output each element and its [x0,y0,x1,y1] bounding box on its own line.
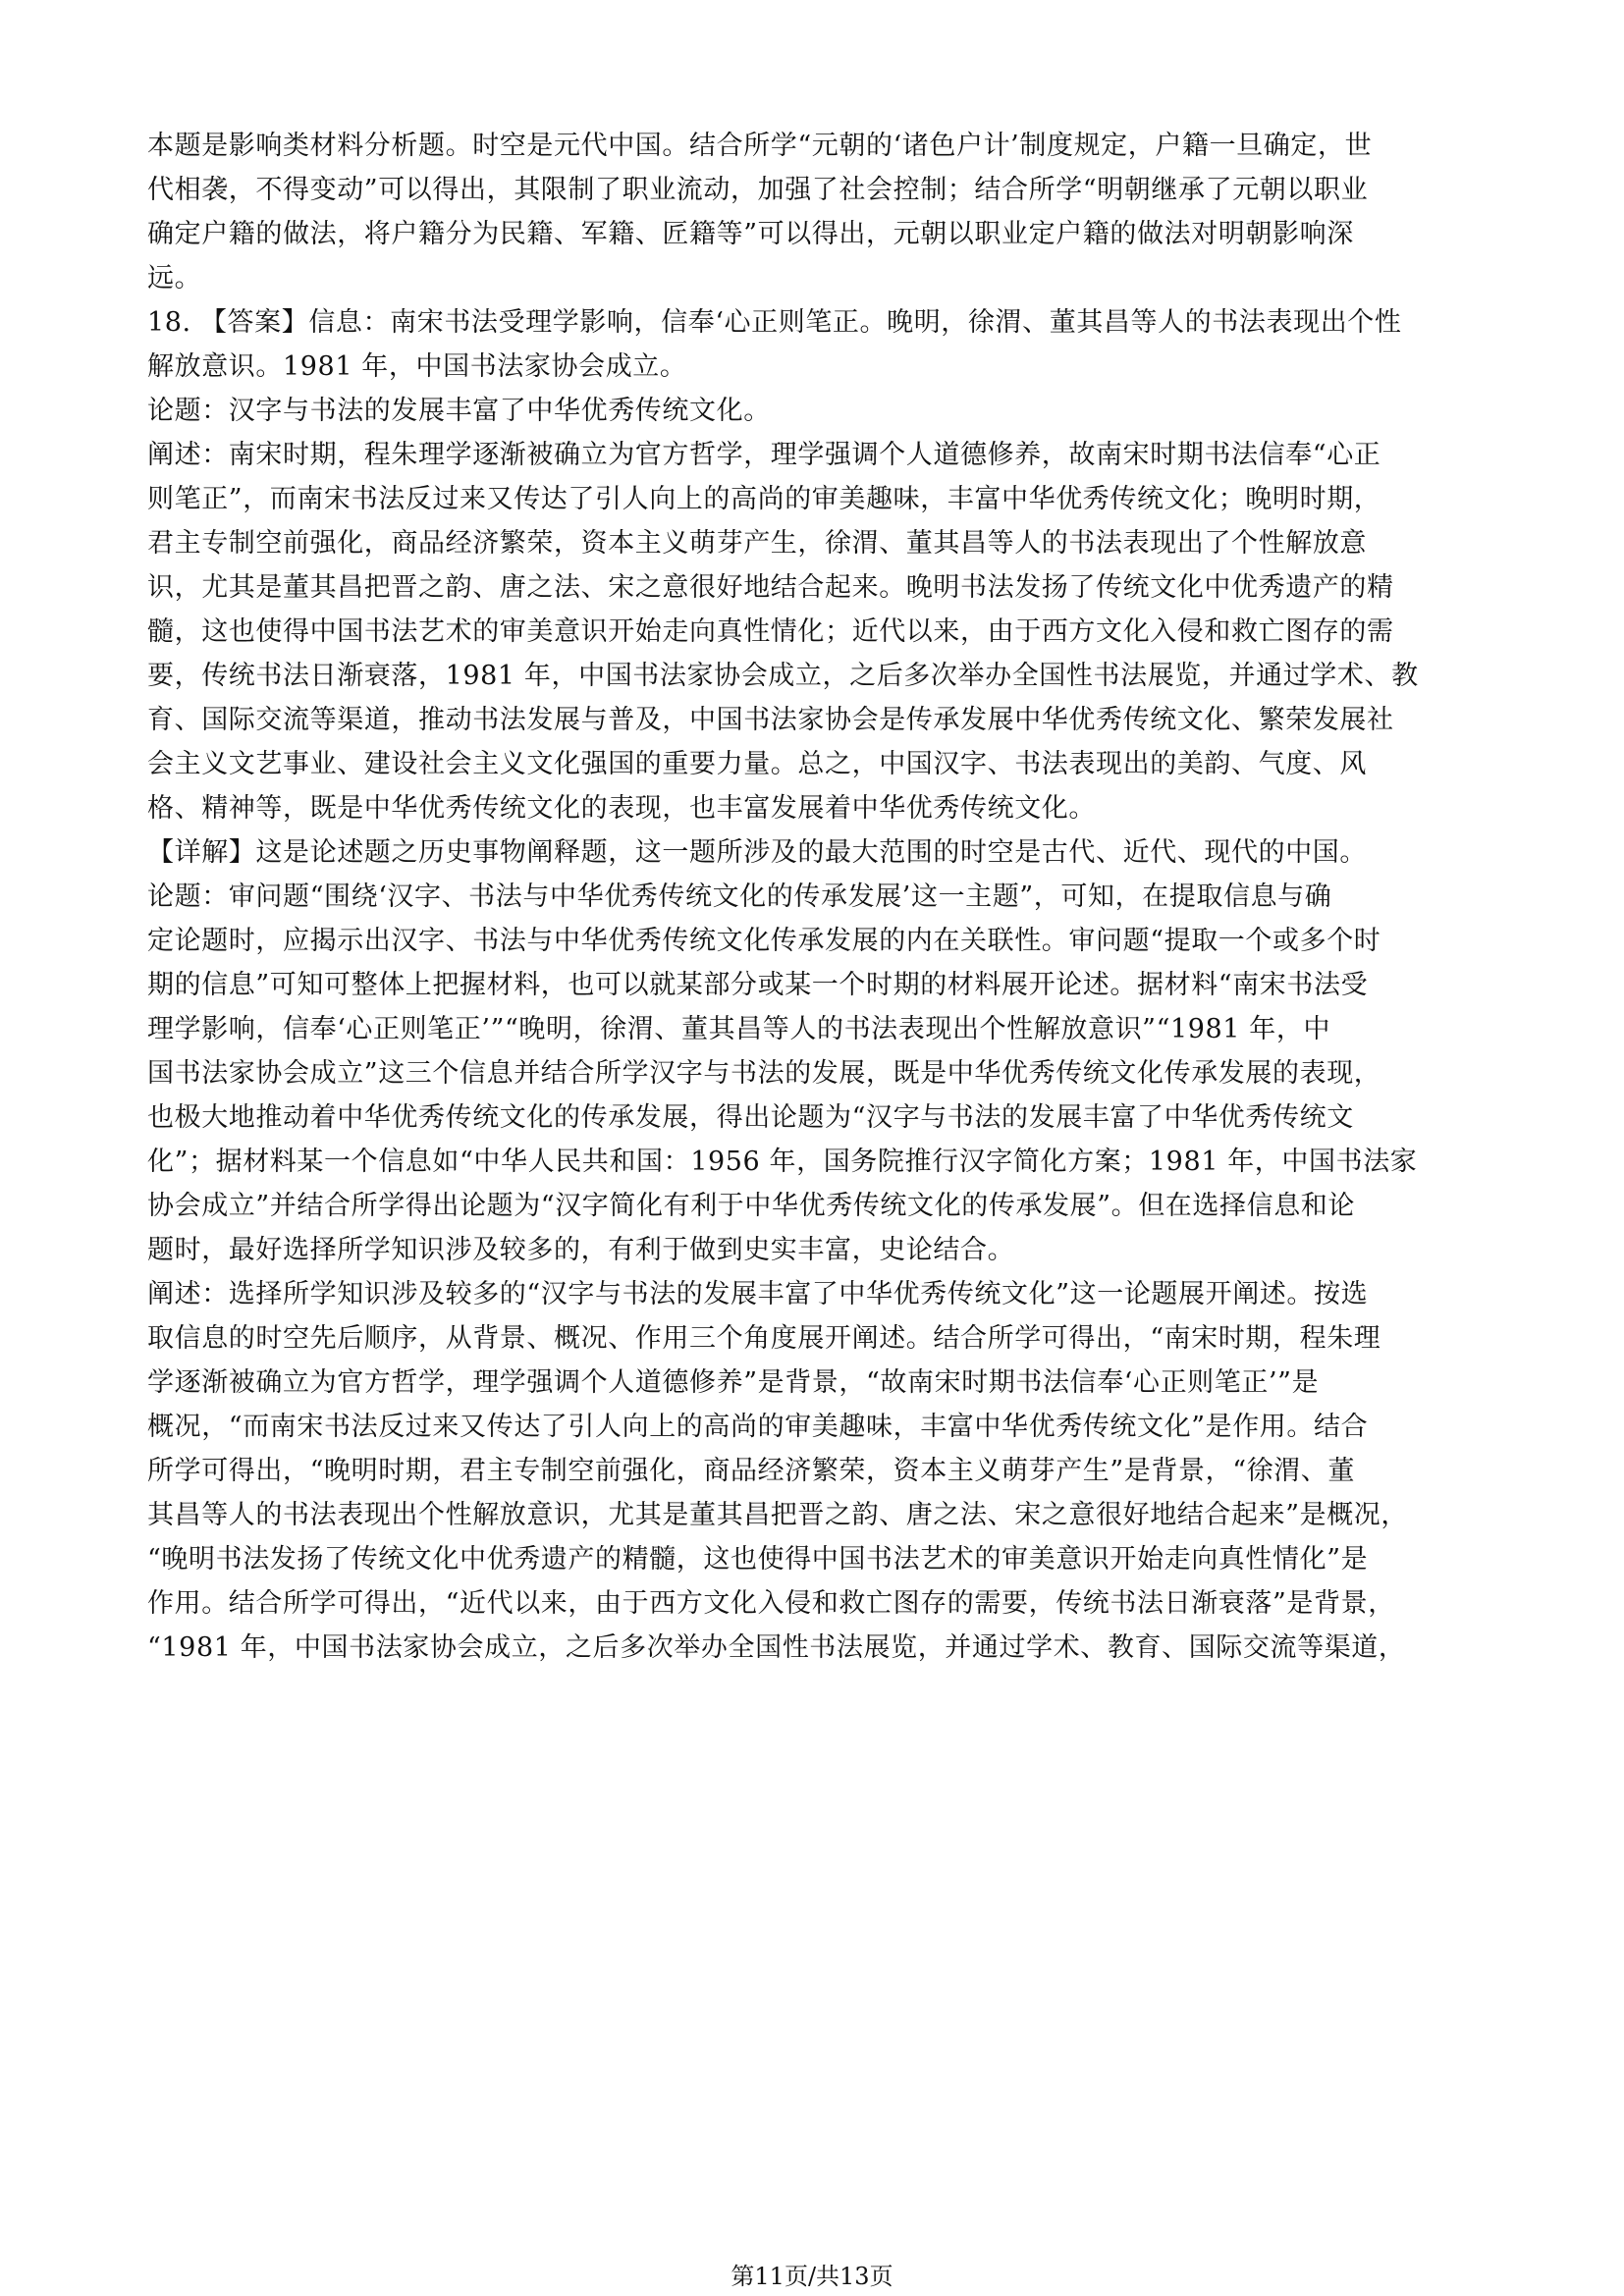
text-line: 其昌等人的书法表现出个性解放意识，尤其是董其昌把晋之韵、唐之法、宋之意很好地结合起来”是概况， [147,1500,1409,1530]
text-line: 化”；据材料某一个信息如“中华人民共和国：1956 年，国务院推行汉字简化方案；1981 年，中国书法家 [147,1147,1418,1177]
text-line: “晚明书法发扬了传统文化中优秀遗产的精髓，这也使得中国书法艺术的审美意识开始走向真性情化”是 [147,1544,1369,1575]
text-line: 解放意识。1981 年，中国书法家协会成立。 [147,351,687,382]
text-line: 要，传统书法日渐衰落，1981 年，中国书法家协会成立，之后多次举办全国性书法展览，并通过学术、教 [147,661,1419,691]
text-line: 本题是影响类材料分析题。时空是元代中国。结合所学“元朝的‘诸色户计’制度规定，户籍一旦确定，世 [147,131,1373,161]
paragraph-elaboration [147,433,1492,830]
paragraph-detail-elaboration [147,1272,1492,1670]
page-number: 第11页/共13页 [731,2263,893,2290]
text-line: 髓，这也使得中国书法艺术的审美意识开始走向真性情化；近代以来，由于西方文化入侵和救亡图存的需 [147,616,1394,647]
text-line: 理学影响，信奉‘心正则笔正’”“晚明，徐渭、董其昌等人的书法表现出个性解放意识”“1981 年，中 [147,1014,1331,1044]
text-line: 国书法家协会成立”这三个信息并结合所学汉字与书法的发展，既是中华优秀传统文化传承发展的表现， [147,1058,1381,1089]
text-line: 格、精神等，既是中华优秀传统文化的表现，也丰富发展着中华优秀传统文化。 [147,793,1096,824]
text-line: 论题：审问题“围绕‘汉字、书法与中华优秀传统文化的传承发展’这一主题”，可知，在提取信息与确 [147,881,1332,912]
document-body [147,124,1492,1670]
text-line: 会主义文艺事业、建设社会主义文化强国的重要力量。总之，中国汉字、书法表现出的美韵、气度、风 [147,749,1367,779]
paragraph-analysis-17-tail [147,124,1492,300]
text-line: 育、国际交流等渠道，推动书法发展与普及，中国书法家协会是传承发展中华优秀传统文化、繁荣发展社 [147,705,1394,735]
paragraph-thesis [147,389,1492,433]
text-line: 取信息的时空先后顺序，从背景、概况、作用三个角度展开阐述。结合所学可得出，“南宋时期，程朱理 [147,1323,1381,1354]
text-line: 论题：汉字与书法的发展丰富了中华优秀传统文化。 [147,396,771,426]
text-line: 阐述：选择所学知识涉及较多的“汉字与书法的发展丰富了中华优秀传统文化”这一论题展开阐述。按选 [147,1279,1369,1309]
text-line: 则笔正”，而南宋书法反过来又传达了引人向上的高尚的审美趣味，丰富中华优秀传统文化；晚明时期， [147,484,1381,514]
text-line: 也极大地推动着中华优秀传统文化的传承发展，得出论题为“汉字与书法的发展丰富了中华优秀传统文 [147,1102,1354,1133]
text-line: 识，尤其是董其昌把晋之韵、唐之法、宋之意很好地结合起来。晚明书法发扬了传统文化中优秀遗产的精 [147,572,1394,603]
text-line: 代相袭，不得变动”可以得出，其限制了职业流动，加强了社会控制；结合所学“明朝继承了元朝以职业 [147,175,1369,205]
text-line: 确定户籍的做法，将户籍分为民籍、军籍、匠籍等”可以得出，元朝以职业定户籍的做法对明朝影响深 [147,219,1354,249]
paragraph-detail-thesis [147,875,1492,1272]
text-line: 君主专制空前强化，商品经济繁荣，资本主义萌芽产生，徐渭、董其昌等人的书法表现出了个性解放意 [147,528,1367,559]
text-line: 所学可得出，“晚明时期，君主专制空前强化，商品经济繁荣，资本主义萌芽产生”是背景，“徐渭、董 [147,1456,1356,1486]
text-line: 学逐渐被确立为官方哲学，理学强调个人道德修养”是背景，“故南宋时期书法信奉‘心正则笔正’”是 [147,1367,1320,1398]
text-line: 概况，“而南宋书法反过来又传达了引人向上的高尚的审美趣味，丰富中华优秀传统文化”是作用。结合 [147,1412,1369,1442]
text-line: 题时，最好选择所学知识涉及较多的，有利于做到史实丰富，史论结合。 [147,1235,1015,1265]
paragraph-answer-18 [147,300,1492,389]
text-line: “1981 年，中国书法家协会成立，之后多次举办全国性书法展览，并通过学术、教育、国际交流等渠道， [147,1632,1406,1663]
text-line: 期的信息”可知可整体上把握材料，也可以就某部分或某一个时期的材料展开论述。据材料“南宋书法受 [147,970,1369,1000]
text-line: 远。 [147,263,202,294]
text-line: 定论题时，应揭示出汉字、书法与中华优秀传统文化传承发展的内在关联性。审问题“提取一个或多个时 [147,926,1381,956]
text-line: 协会成立”并结合所学得出论题为“汉字简化有利于中华优秀传统文化的传承发展”。但在选择信息和论 [147,1191,1356,1221]
text-line: 【详解】这是论述题之历史事物阐释题，这一题所涉及的最大范围的时空是古代、近代、现代的中国。 [147,837,1367,868]
paragraph-detail-intro [147,830,1492,875]
text-line: 作用。结合所学可得出，“近代以来，由于西方文化入侵和救亡图存的需要，传统书法日渐衰落”是背景， [147,1588,1395,1619]
text-line: 18. 【答案】信息：南宋书法受理学影响，信奉‘心正则笔正。晚明，徐渭、董其昌等人的书法表现出个性 [147,307,1402,338]
text-line: 阐述：南宋时期，程朱理学逐渐被确立为官方哲学，理学强调个人道德修养，故南宋时期书法信奉“心正 [147,440,1381,470]
